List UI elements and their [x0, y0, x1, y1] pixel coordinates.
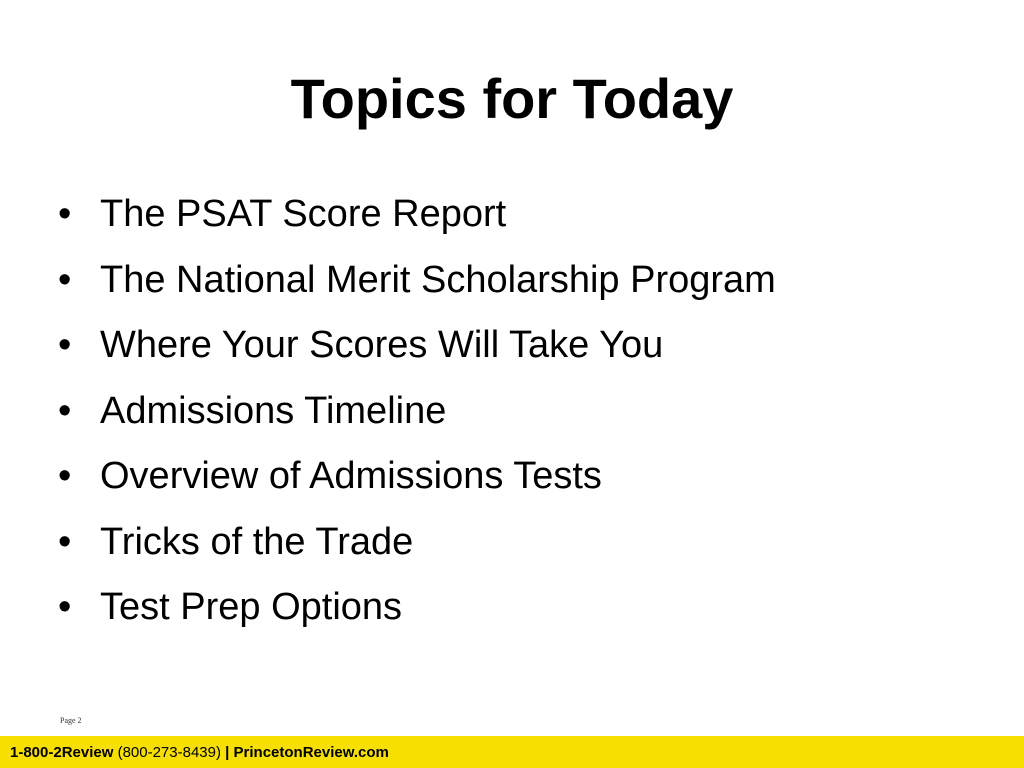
topics-list	[58, 182, 776, 641]
footer-separator: |	[225, 743, 234, 761]
footer-banner	[0, 736, 1024, 768]
list-item-label: The National Merit Scholarship Program	[100, 258, 776, 301]
bullet-icon: •	[58, 455, 72, 497]
list-item-label: The PSAT Score Report	[100, 193, 507, 235]
bullet-icon: •	[58, 193, 72, 235]
list-item	[58, 248, 776, 314]
list-item-label: Overview of Admissions Tests	[100, 455, 602, 497]
list-item	[58, 575, 776, 641]
bullet-icon: •	[58, 324, 72, 366]
bullet-icon: •	[58, 520, 72, 563]
list-item	[58, 444, 776, 510]
footer-phone-numeric: (800-273-8439)	[113, 743, 226, 761]
footer-website: PrincetonReview.com	[233, 743, 389, 761]
bullet-icon: •	[58, 258, 72, 301]
page-number: Page 2	[60, 716, 82, 725]
footer-phone-vanity: 1-800-2Review	[10, 743, 114, 761]
list-item-label: Tricks of the Trade	[100, 520, 414, 563]
list-item	[58, 182, 776, 248]
list-item-label: Admissions Timeline	[100, 389, 447, 432]
bullet-icon: •	[58, 586, 72, 628]
list-item	[58, 510, 776, 576]
bullet-icon: •	[58, 389, 72, 432]
list-item	[58, 379, 776, 445]
list-item-label: Where Your Scores Will Take You	[100, 324, 664, 366]
list-item	[58, 313, 776, 379]
slide-title: Topics for Today	[290, 67, 734, 130]
list-item-label: Test Prep Options	[100, 586, 403, 628]
